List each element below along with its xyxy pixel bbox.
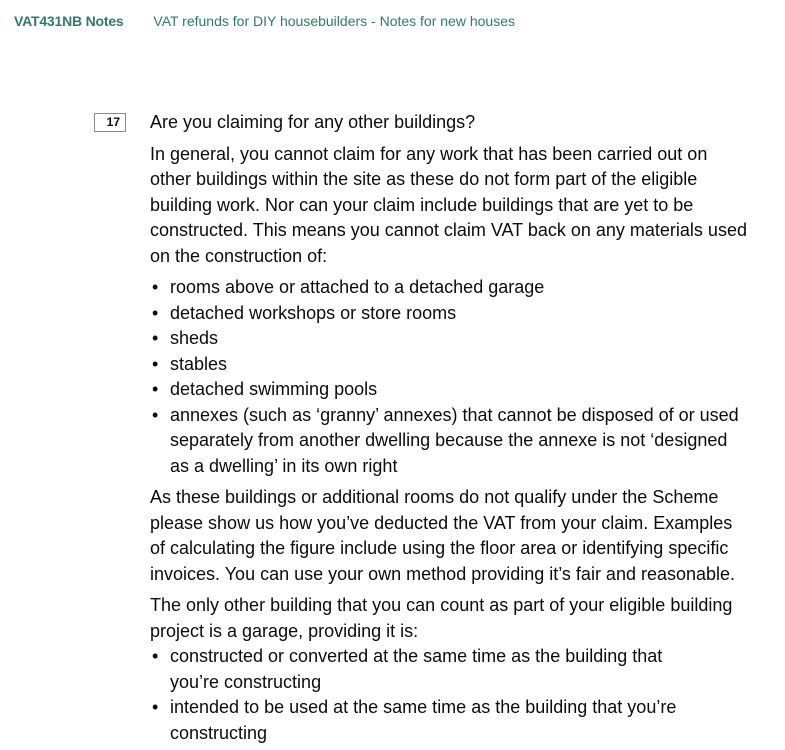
question-heading: Are you claiming for any other buildings? [150, 112, 476, 132]
garage-conditions-list [150, 644, 750, 746]
paragraph-deduction: As these buildings or additional rooms do not qualify under the Scheme please show us how you’ve deducted the VAT from your claim. Examples of calculating the figure include using the floor area or identifying specific invoices. You can use your own method providing it’s fair and reasonable. [150, 487, 736, 584]
list-item: • constructed or converted at the same time as the building that you’re constructing [150, 644, 750, 695]
list-item: • stables [150, 352, 750, 378]
list-item: • detached workshops or store rooms [150, 301, 750, 327]
document-code: VAT431NB Notes [14, 13, 124, 29]
excluded-buildings-list [150, 275, 750, 479]
paragraph-intro: In general, you cannot claim for any work that has been carried out on other buildings within the site as these do not form part of the eligible building work. Nor can your claim include buildings that are yet to be constructed. This means you cannot claim VAT back on any materials used on the construction of: [150, 143, 747, 266]
page-header [14, 13, 515, 29]
paragraph-garage: The only other building that you can count as part of your eligible building project is a garage, providing it is: [150, 595, 733, 641]
list-item: • rooms above or attached to a detached garage [150, 275, 750, 301]
document-title: VAT refunds for DIY housebuilders - Notes for new houses [153, 13, 515, 29]
list-item: • intended to be used at the same time as the building that you’re constructing [150, 695, 750, 746]
question-number-box: 17 [94, 113, 126, 132]
question-content [150, 110, 750, 750]
list-item: • detached swimming pools [150, 377, 750, 403]
list-item: • annexes (such as ‘granny’ annexes) that cannot be disposed of or used separately from another dwelling because the annexe is not ‘designed as a dwelling’ in its own right [150, 403, 750, 480]
list-item: • sheds [150, 326, 750, 352]
